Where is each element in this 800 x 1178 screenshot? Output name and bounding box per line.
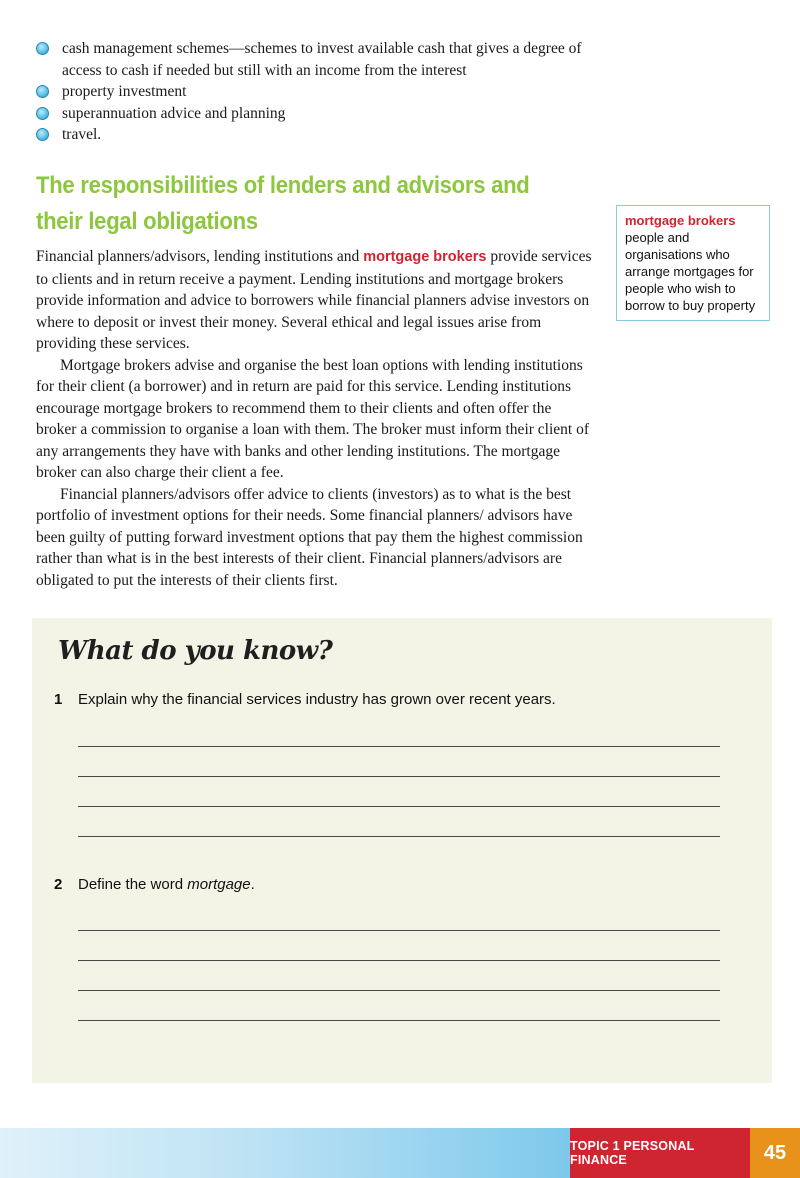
paragraph-3: Financial planners/advisors offer advice to clients (investors) as to what is the best portfolio of investment options for their needs. Some financial planners/ advisors have been guilty of putting forward investment options that pay them the highest commission rather than what is in the best interests of their client. Financial planners/advisors are obligated to put the interests of their clients first. [36, 485, 583, 589]
answer-line[interactable] [78, 1020, 720, 1021]
list-item [36, 38, 596, 81]
answer-line[interactable] [78, 836, 720, 837]
bullet-text: superannuation advice and planning [62, 104, 286, 122]
footer-topic-label: TOPIC 1 PERSONAL FINANCE [570, 1128, 750, 1178]
glossary-definition: people and organisations who arrange mortgages for people who wish to borrow to buy property [625, 230, 756, 313]
question-text: Explain why the financial services industry has grown over recent years. [78, 691, 556, 708]
answer-line[interactable] [78, 746, 720, 747]
glossary-box [616, 205, 770, 321]
bullet-text: property investment [62, 83, 187, 100]
list-item [36, 81, 596, 103]
bullet-text: cash management schemes—schemes to invest available cash that gives a degree of access to cash if needed but still with an income from the interest [62, 40, 582, 79]
answer-line[interactable] [78, 806, 720, 807]
section-body [36, 246, 592, 591]
list-item [36, 124, 596, 146]
answer-line[interactable] [78, 776, 720, 777]
question-1 [54, 691, 556, 708]
bullet-circle-icon [36, 42, 49, 55]
bullet-circle-icon [36, 107, 49, 120]
bullet-circle-icon [36, 128, 49, 141]
glossary-term: mortgage brokers [625, 213, 736, 228]
activity-panel [32, 618, 772, 1083]
question-2: 2 Define the word mortgage. [54, 876, 255, 893]
paragraph-1: Financial planners/advisors, lending institutions and mortgage brokers provide services to clients and in return receive a payment. Lending institutions and mortgage brokers provide information and advice to borrowers while financial planners advise investors on where to deposit or invest their money. Several ethical and legal issues arise from providing these services. [36, 248, 592, 352]
activity-title: What do you know? [58, 636, 333, 666]
answer-line[interactable] [78, 930, 720, 931]
key-term: mortgage brokers [363, 249, 487, 265]
paragraph-2: Mortgage brokers advise and organise the best loan options with lending institutions for their client (a borrower) and in return are paid for this service. Lending institutions encourage mortgage brokers to recommend them to their clients and often offer the broker a commission to organise a loan with them. The broker must inform their client of any arrangements they have with banks and other lending institutions. The mortgage broker can also charge their client a fee. [36, 356, 589, 481]
page-number: 45 [750, 1128, 800, 1178]
list-item [36, 103, 596, 125]
emphasized-word: mortgage [187, 876, 251, 893]
bullet-circle-icon [36, 85, 49, 98]
section-heading: The responsibilities of lenders and advisors and their legal obligations [36, 172, 530, 235]
answer-line[interactable] [78, 990, 720, 991]
bullet-list [36, 38, 596, 146]
question-number: 1 [54, 691, 63, 708]
answer-line[interactable] [78, 960, 720, 961]
bullet-text: travel. [62, 126, 102, 143]
question-number: 2 [54, 876, 63, 893]
